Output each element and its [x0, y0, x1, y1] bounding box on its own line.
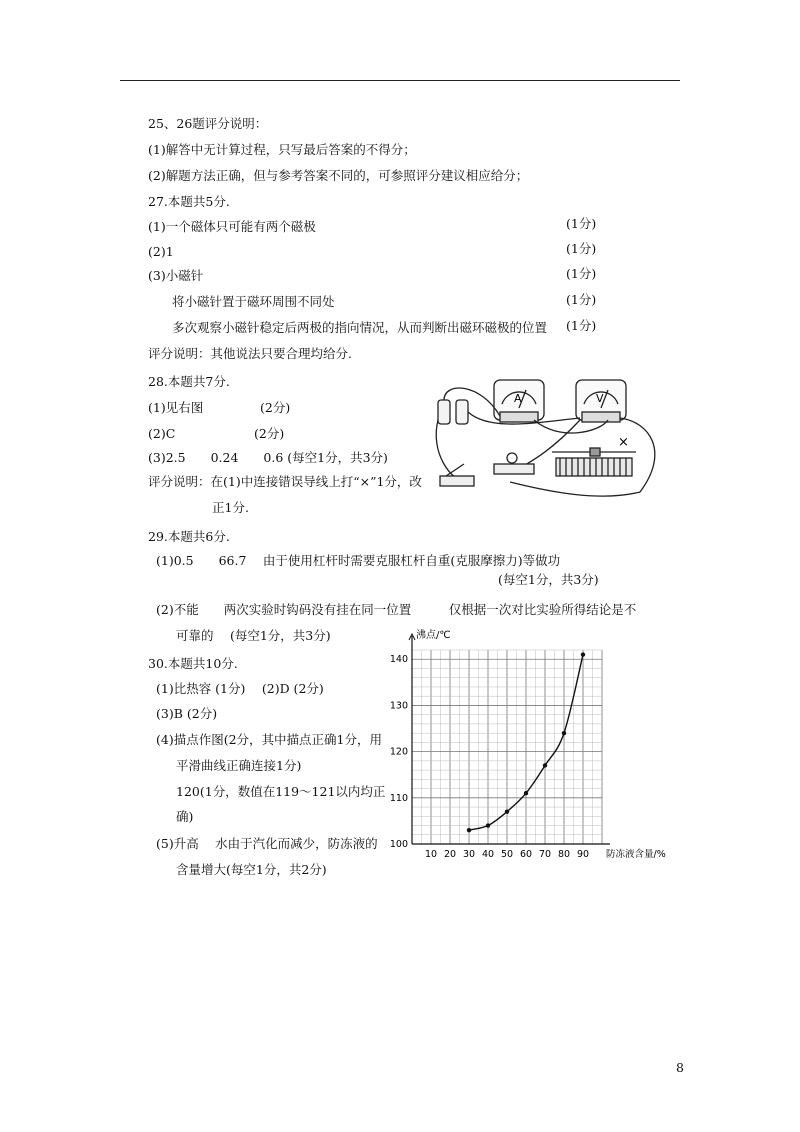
y-axis-label: 沸点/℃ — [416, 630, 451, 641]
q30-answer-5b: 含量增大(每空1分，共2分) — [176, 862, 327, 877]
q28-answer-2: (2)C — [148, 426, 176, 441]
battery-cell-2 — [456, 400, 468, 424]
x-tick-label: 30 — [462, 849, 476, 860]
ammeter-label: A — [514, 392, 522, 405]
y-tick-label: 120 — [389, 746, 408, 758]
q27-score-2: (1分) — [566, 241, 597, 256]
q30-answer-1: (1)比热容 (1分) (2)D (2分) — [156, 681, 324, 696]
q28-remark-2: 正1分. — [212, 500, 249, 515]
q29-answer-2: (2)不能 两次实验时钩码没有挂在同一位置 仅根据一次对比实验所得结论是不 — [156, 602, 637, 617]
y-tick-label: 140 — [389, 654, 408, 666]
x-tick-label: 50 — [500, 849, 514, 860]
q29-answer-1: (1)0.5 66.7 由于使用杠杆时需要克服杠杆自重(克服摩擦力)等做功 — [156, 553, 561, 568]
chart-grid — [412, 650, 602, 844]
error-cross-mark: × — [618, 435, 629, 450]
q30-answer-4a: (4)描点作图(2分，其中描点正确1分，用 — [156, 732, 382, 747]
q27-remark: 评分说明：其他说法只要合理均给分. — [148, 346, 352, 361]
x-tick-label: 10 — [424, 849, 438, 860]
data-point — [486, 823, 490, 827]
data-point — [562, 731, 566, 735]
q30-answer-4d: 确) — [176, 809, 194, 824]
q30-answer-4c: 120(1分，数值在119～121以内均正 — [176, 784, 386, 799]
q28-remark-1: 评分说明：在(1)中连接错误导线上打“×”1分，改 — [148, 474, 422, 489]
lamp — [507, 453, 517, 463]
q28-title: 28.本题共7分. — [148, 374, 230, 389]
q28-score-2: (2分) — [254, 426, 285, 441]
battery-cell-1 — [438, 400, 450, 424]
q27-score-3: (1分) — [566, 266, 597, 281]
data-point — [524, 791, 528, 795]
voltmeter-label: V — [596, 392, 604, 405]
x-tick-label: 60 — [519, 849, 533, 860]
q27-answer-4: 将小磁针置于磁环周围不同处 — [172, 294, 335, 309]
y-tick-label: 110 — [389, 792, 408, 804]
q27-answer-5: 多次观察小磁针稳定后两极的指向情况，从而判断出磁环磁极的位置 — [172, 320, 548, 335]
page-number: 8 — [676, 1060, 684, 1075]
q27-score-5: (1分) — [566, 318, 597, 333]
q27-answer-1: (1)一个磁体只可能有两个磁极 — [148, 219, 316, 234]
q27-score-1: (1分) — [566, 216, 597, 231]
switch — [440, 464, 474, 486]
circuit-diagram — [430, 372, 670, 504]
header-rule — [120, 80, 680, 81]
y-tick-label: 130 — [389, 700, 408, 712]
q30-title: 30.本题共10分. — [148, 656, 238, 671]
q29-score-1: (每空1分，共3分) — [498, 572, 599, 587]
q27-answer-2: (2)1 — [148, 244, 174, 259]
notes-title: 25、26题评分说明： — [148, 116, 268, 131]
q28-answer-3: (3)2.5 0.24 0.6 (每空1分，共3分) — [148, 450, 388, 465]
q29-answer-2b: 可靠的 (每空1分，共3分) — [176, 628, 331, 643]
rheostat — [552, 448, 636, 476]
q27-title: 27.本题共5分. — [148, 194, 230, 209]
data-point — [581, 652, 585, 656]
lamp-board — [494, 464, 534, 474]
data-point — [505, 809, 509, 813]
x-axis-label: 防冻液含量/% — [606, 849, 666, 860]
q29-title: 29.本题共6分. — [148, 529, 230, 544]
q27-answer-3: (3)小磁针 — [148, 268, 204, 283]
x-tick-label: 90 — [576, 849, 590, 860]
x-tick-label: 80 — [557, 849, 571, 860]
data-point — [543, 763, 547, 767]
q28-score-1: (2分) — [260, 400, 291, 415]
q30-answer-5a: (5)升高 水由于汽化而减少，防冻液的 — [156, 836, 378, 851]
x-tick-label: 20 — [443, 849, 457, 860]
data-point — [467, 828, 471, 832]
q30-answer-3: (3)B (2分) — [156, 706, 218, 721]
q27-score-4: (1分) — [566, 292, 597, 307]
notes-item-1: (1)解答中无计算过程，只写最后答案的不得分； — [148, 142, 416, 157]
q30-answer-4b: 平滑曲线正确连接1分) — [176, 758, 302, 773]
x-tick-label: 40 — [481, 849, 495, 860]
boiling-point-chart — [380, 620, 670, 865]
q28-answer-1: (1)见右图 — [148, 400, 204, 415]
y-tick-label: 100 — [389, 839, 408, 850]
x-tick-label: 70 — [538, 849, 552, 860]
notes-item-2: (2)解题方法正确，但与参考答案不同的，可参照评分建议相应给分； — [148, 168, 529, 183]
